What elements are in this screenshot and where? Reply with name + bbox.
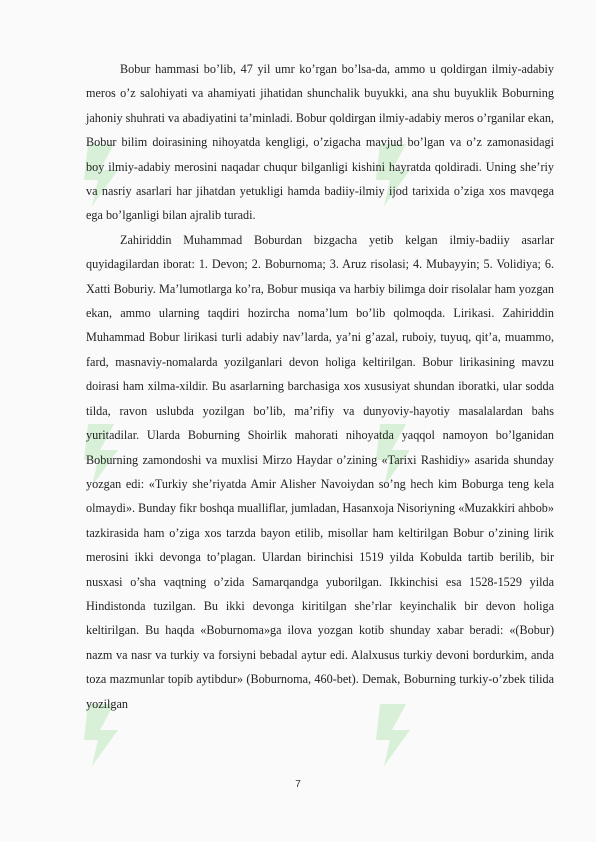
paragraph: Zahiriddin Muhammad Boburdan bizgacha yetib kelgan ilmiy-badiiy asarlar quyidagilardan iborat: 1. Devon; 2. Boburnoma; 3. Aruz risolasi; 4. Mubayyin; 5. Volidiya; 6. Xatti Boburiy. Ma’lumotlarga ko’ra, Bobur musiqa va harbiy bilimga doir risolalar ham yozgan ekan, ammo ularning taqdiri hozircha noma’lum bo’lib qolmoqda. Lirikasi. Zahiriddin Muhammad Bobur lirikasi turli adabiy nav’larda, ya’ni g’azal, ruboiy, tuyuq, qit’a, muammo, fard, masnaviy-nomalarda yozilganlari devon holiga keltirilgan. Bobur lirikasining mavzu doirasi ham xilma-xildir. Bu asarlarning barchasiga xos xususiyat shundan iboratki, ular sodda tilda, ravon uslubda yozilgan bo’lib, ma’rifiy va dunyoviy-hayotiy masalalardan bahs yuritadilar. Ularda Boburning Shoirlik mahorati nihoyatda yaqqol namoyon bo’lganidan Boburning zamondoshi va muxlisi Mirzo Haydar o’zining «Tarixi Rashidiy» asarida shunday yozgan edi: «Turkiy she’riyatda Amir Alisher Navoiydan so’ng hech kim Boburga teng kela olmaydi». Bunday fikr boshqa mualliflar, jumladan, Hasanxoja Nisoriyning «Muzakkiri ahbob» tazkirasida ham o’ziga xos tarzda bayon etilib, misollar ham keltirilgan Bobur o’zining lirik merosini ikki devonga to’plagan. Ulardan birinchisi 1519 yilda Kobulda tartib berilib, bir nusxasi o’sha vaqtning o’zida Samarqandga yuborilgan. Ikkinchisi esa 1528-1529 yilda Hindistonda tuzilgan. Bu ikki devonga kiritilgan she’rlar keyinchalik bir devon holiga keltirilgan. Bu haqda «Boburnoma»ga ilova yozgan kotib shunday xabar beradi: «(Bobur) nazm va nasr va turkiy va forsiyni bebadal aytur edi. Alalxusus turkiy devoni bordurkim, anda toza mazmunlar topib aytibdur» (Boburnoma, 460-bet). Demak, Boburning turkiy-o’zbek tilida yozilgan [86, 232, 554, 711]
page-number: 7 [295, 779, 301, 790]
body-text [86, 57, 554, 716]
paragraph: Bobur hammasi bo’lib, 47 yil umr ko’rgan bo’lsa-da, ammo u qoldirgan ilmiy-adabiy meros o’z salohiyati va ahamiyati jihatidan shunchalik buyukki, ana shu buyuklik Boburning jahoniy shuhrati va abadiyatini ta’minladi. Bobur qoldirgan ilmiy-adabiy meros o’rganilar ekan, Bobur bilim doirasining nihoyatda kengligi, o’zigacha mavjud bo’lgan va o’z zamonasidagi boy ilmiy-adabiy merosini naqadar chuqur bilganligi kishini hayratda qoldiradi. Uning she’riy va nasriy asarlari har jihatdan yetukligi hamda badiiy-ilmiy ijod tarixida o’ziga xos mavqega ega bo’lganligi bilan ajralib turadi. [86, 62, 554, 223]
